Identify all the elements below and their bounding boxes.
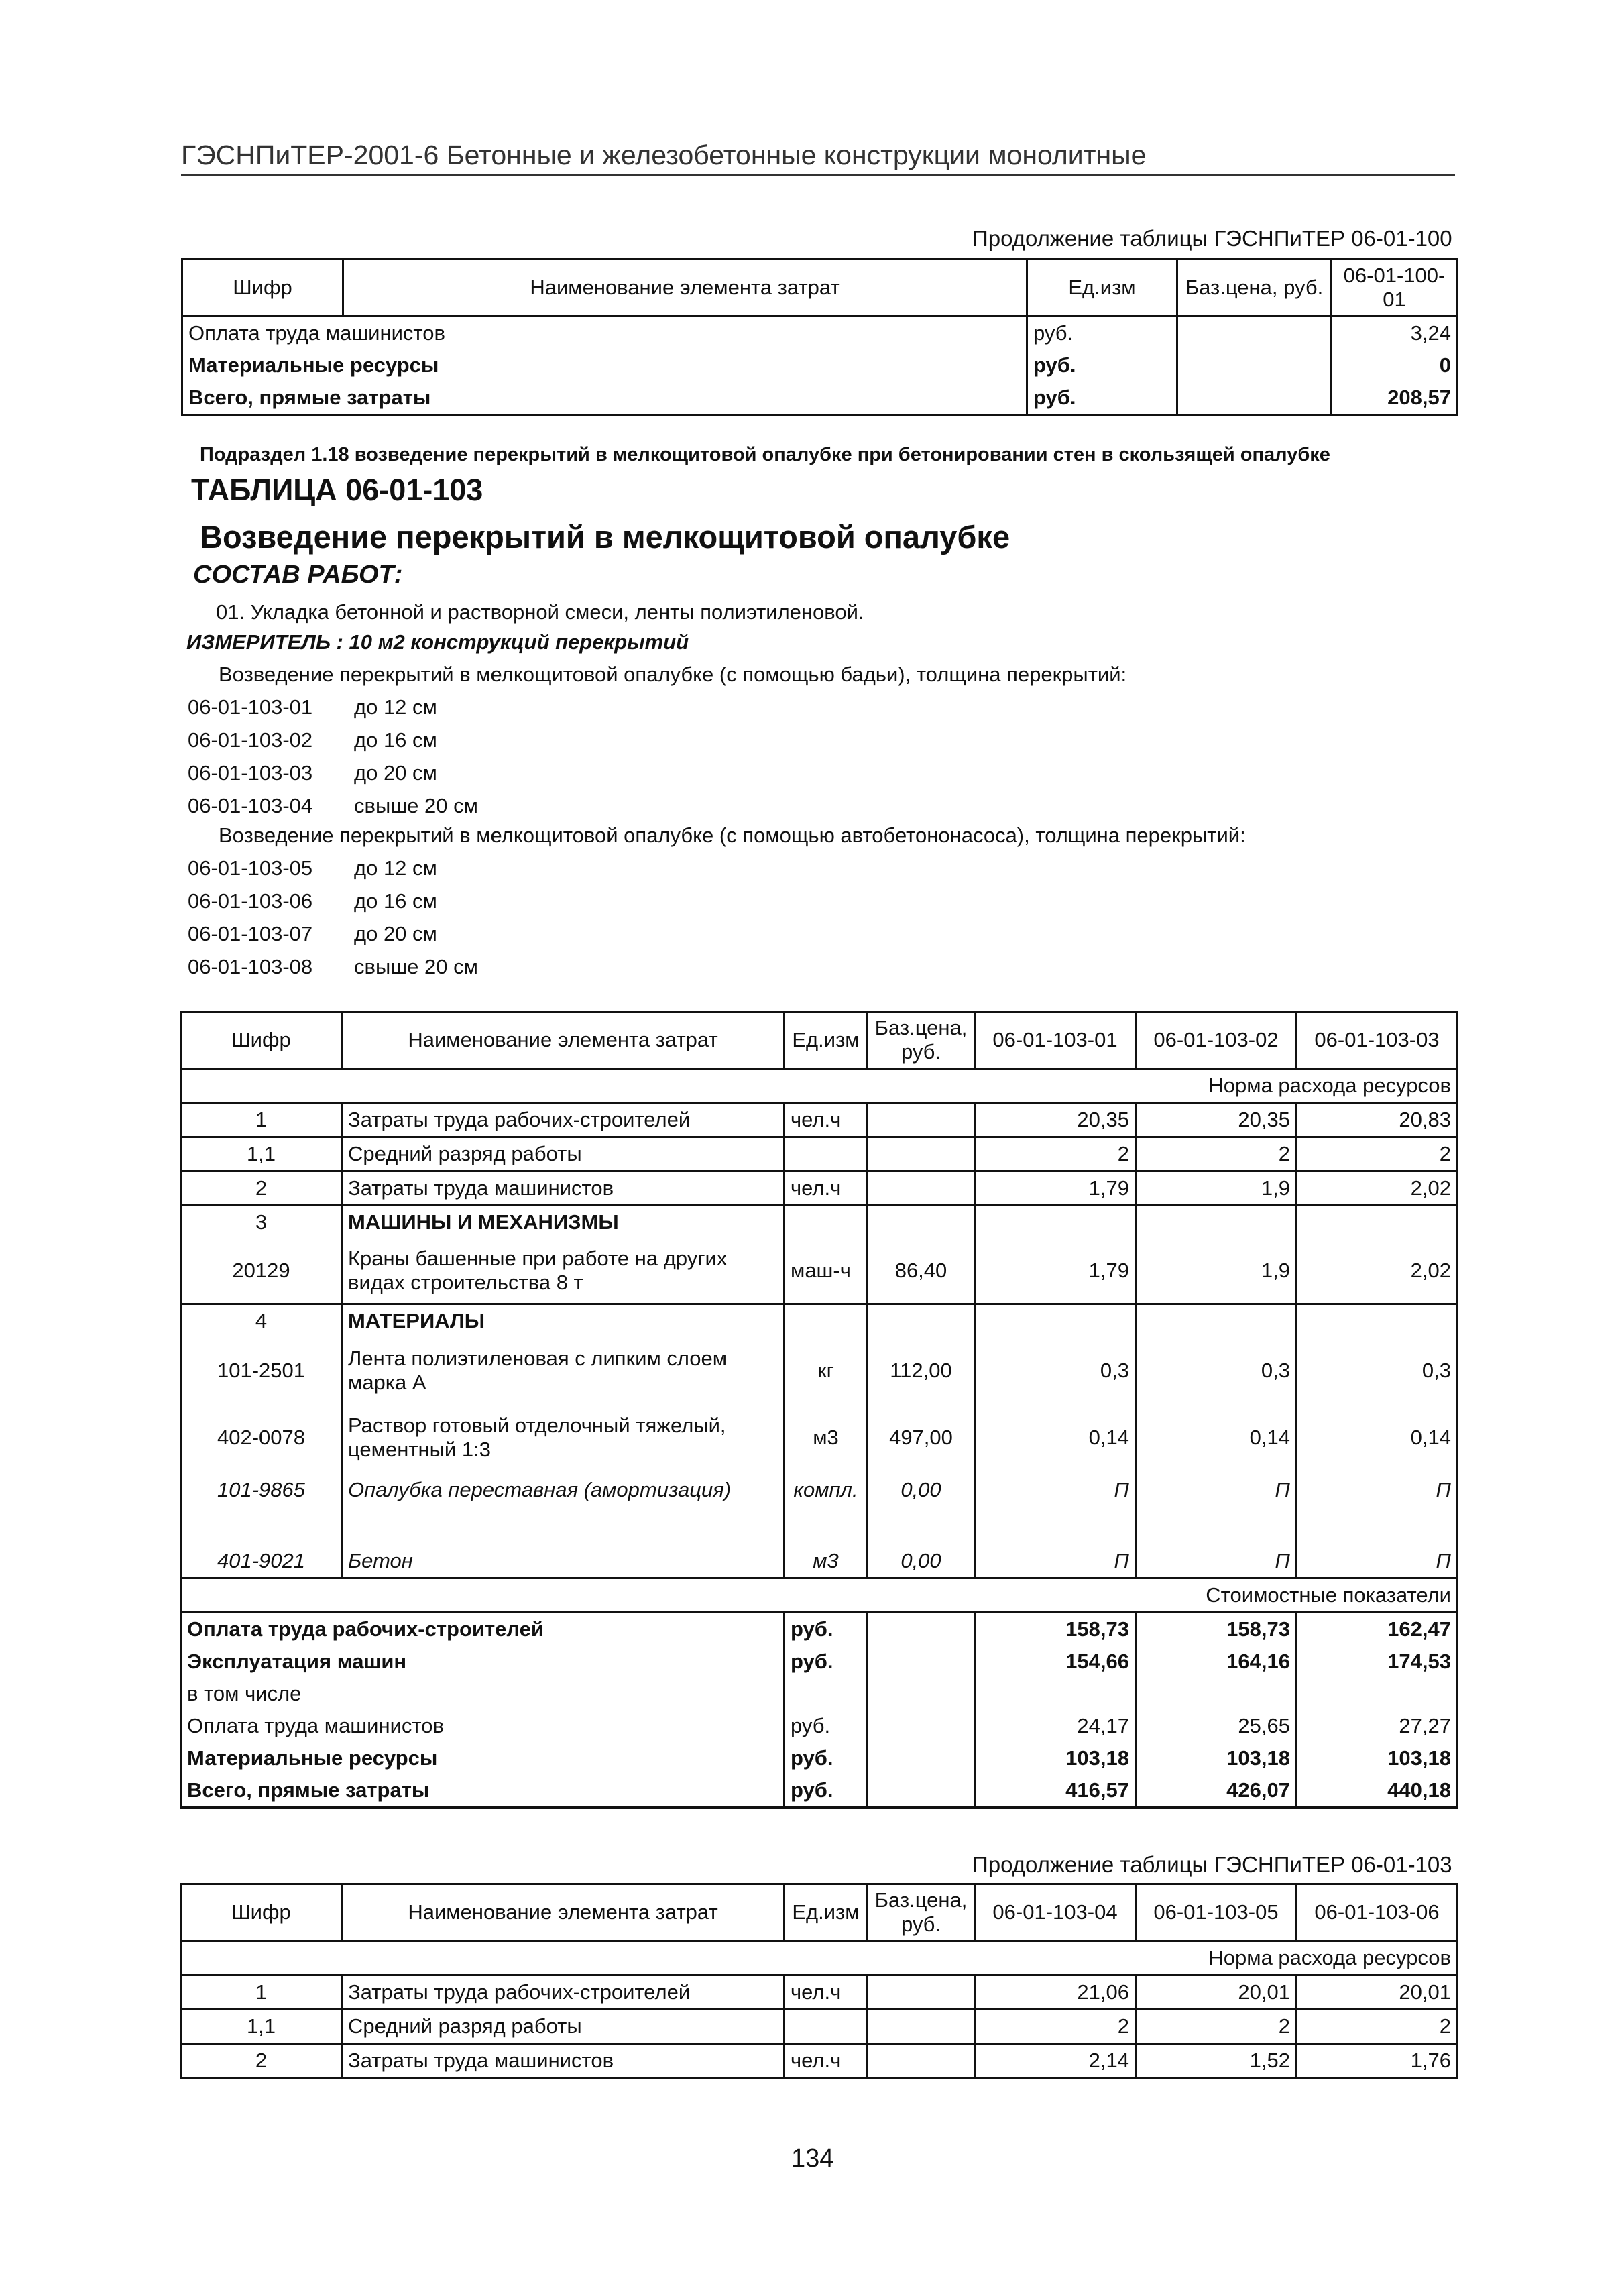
table-row — [181, 1239, 1458, 1304]
table1-h-name: Наименование элемента затрат — [343, 260, 1027, 317]
row-unit: чел.ч — [785, 1975, 868, 2010]
row-v1: 2,14 — [975, 2044, 1136, 2078]
row-unit — [785, 2010, 868, 2044]
table-row — [182, 349, 1458, 382]
code: 06-01-103-05 — [188, 856, 313, 880]
row-unit: компл. — [785, 1471, 868, 1545]
row-name: Краны башенные при работе на других видах строительства 8 т — [342, 1239, 785, 1304]
row-name: Бетон — [342, 1545, 785, 1578]
row-v2: 0,14 — [1136, 1404, 1297, 1471]
code-desc: до 20 см — [354, 922, 437, 945]
row-code: 2 — [181, 2044, 342, 2078]
row-price: 112,00 — [868, 1337, 975, 1404]
row-code: 1,1 — [181, 2010, 342, 2044]
row-v2: 2 — [1136, 1137, 1297, 1171]
table-row — [181, 1404, 1458, 1471]
row-v2: П — [1136, 1471, 1297, 1545]
cost-row — [181, 1646, 1458, 1678]
table3-h-name: Наименование элемента затрат — [342, 1884, 785, 1941]
table3-h-col1: 06-01-103-04 — [975, 1884, 1136, 1941]
group2-text: Возведение перекрытий в мелкощитовой опалубке (с помощью автобетононасоса), толщина перекрытий: — [219, 823, 1246, 847]
row-price — [868, 1137, 975, 1171]
cost-row — [181, 1742, 1458, 1774]
table-row — [181, 1304, 1458, 1338]
list-item — [188, 917, 478, 950]
row-v3: П — [1297, 1545, 1458, 1578]
row-v1: 2 — [975, 2010, 1136, 2044]
cost-unit — [785, 1678, 868, 1710]
row-code: 1,1 — [181, 1137, 342, 1171]
cost-label: Стоимостные показатели — [181, 1578, 1458, 1613]
table3-h-price: Баз.цена, руб. — [868, 1884, 975, 1941]
row-price: 497,00 — [868, 1404, 975, 1471]
row-unit: маш-ч — [785, 1239, 868, 1304]
row-unit: м3 — [785, 1545, 868, 1578]
table2-h-code: Шифр — [181, 1012, 342, 1069]
row-unit — [785, 1206, 868, 1239]
table2 — [180, 1011, 1458, 1809]
row-v1: 1,79 — [975, 1171, 1136, 1206]
norm-label: Норма расхода ресурсов — [181, 1069, 1458, 1103]
group1-text: Возведение перекрытий в мелкощитовой опалубке (с помощью бадьи), толщина перекрытий: — [219, 663, 1127, 686]
row-value: 3,24 — [1332, 317, 1458, 350]
table2-h-col3: 06-01-103-03 — [1297, 1012, 1458, 1069]
cost-unit: руб. — [785, 1613, 868, 1646]
row-unit — [785, 1137, 868, 1171]
row-v3 — [1297, 1304, 1458, 1338]
table3 — [180, 1883, 1458, 2079]
row-v3: 0,14 — [1297, 1404, 1458, 1471]
norm-label-row — [181, 1069, 1458, 1103]
cost-row — [181, 1710, 1458, 1742]
cost-v3: 27,27 — [1297, 1710, 1458, 1742]
table1-h-unit: Ед.изм — [1027, 260, 1177, 317]
row-name: Затраты труда машинистов — [342, 1171, 785, 1206]
row-name: Оплата труда машинистов — [182, 317, 1027, 350]
row-v2: 2 — [1136, 2010, 1297, 2044]
cost-v1: 416,57 — [975, 1774, 1136, 1808]
row-code: 1 — [181, 1103, 342, 1137]
cost-v2 — [1136, 1678, 1297, 1710]
row-code: 20129 — [181, 1239, 342, 1304]
row-price — [868, 1103, 975, 1137]
table1-continuation: Продолжение таблицы ГЭСНПиТЕР 06-01-100 — [972, 226, 1452, 251]
row-value: 208,57 — [1332, 382, 1458, 415]
row-v2: 0,3 — [1136, 1337, 1297, 1404]
page-number: 134 — [791, 2144, 834, 2173]
row-v1: П — [975, 1471, 1136, 1545]
code-desc: до 12 см — [354, 856, 437, 880]
cost-v1: 158,73 — [975, 1613, 1136, 1646]
row-price — [868, 1206, 975, 1239]
row-unit: руб. — [1027, 382, 1177, 415]
code: 06-01-103-07 — [188, 922, 313, 945]
cost-name: Эксплуатация машин — [181, 1646, 785, 1678]
cost-v2: 103,18 — [1136, 1742, 1297, 1774]
cost-v1: 103,18 — [975, 1742, 1136, 1774]
table2-h-price: Баз.цена, руб. — [868, 1012, 975, 1069]
row-v3: 2 — [1297, 1137, 1458, 1171]
row-unit: чел.ч — [785, 1171, 868, 1206]
table-number-title: ТАБЛИЦА 06-01-103 — [191, 473, 483, 507]
row-v1 — [975, 1206, 1136, 1239]
row-v1: 2 — [975, 1137, 1136, 1171]
row-name: Затраты труда рабочих-строителей — [342, 1103, 785, 1137]
table1 — [181, 258, 1458, 416]
row-name: МАТЕРИАЛЫ — [342, 1304, 785, 1338]
row-code: 2 — [181, 1171, 342, 1206]
code: 06-01-103-08 — [188, 955, 313, 978]
code-desc: до 12 см — [354, 695, 437, 719]
meter-text: ИЗМЕРИТЕЛЬ : 10 м2 конструкций перекрытий — [186, 630, 689, 654]
cost-v3: 440,18 — [1297, 1774, 1458, 1808]
row-price — [868, 1171, 975, 1206]
row-v1: 20,35 — [975, 1103, 1136, 1137]
row-name: Раствор готовый отделочный тяжелый, цементный 1:3 — [342, 1404, 785, 1471]
list-item — [188, 884, 478, 917]
row-v2: 20,01 — [1136, 1975, 1297, 2010]
running-header: ГЭСНПиТЕР-2001-6 Бетонные и железобетонные конструкции монолитные — [181, 139, 1455, 176]
table2-h-name: Наименование элемента затрат — [342, 1012, 785, 1069]
row-unit: руб. — [1027, 317, 1177, 350]
row-unit: чел.ч — [785, 1103, 868, 1137]
cost-row — [181, 1678, 1458, 1710]
row-code: 401-9021 — [181, 1545, 342, 1578]
row-name: Лента полиэтиленовая с липким слоем марка А — [342, 1337, 785, 1404]
table1-h-price: Баз.цена, руб. — [1177, 260, 1332, 317]
list-item — [188, 756, 478, 789]
row-v2 — [1136, 1206, 1297, 1239]
row-code: 402-0078 — [181, 1404, 342, 1471]
row-v2: 20,35 — [1136, 1103, 1297, 1137]
row-unit: чел.ч — [785, 2044, 868, 2078]
row-code: 4 — [181, 1304, 342, 1338]
row-v1: П — [975, 1545, 1136, 1578]
row-v3: 0,3 — [1297, 1337, 1458, 1404]
table1-h-code: Шифр — [182, 260, 343, 317]
row-v1: 0,3 — [975, 1337, 1136, 1404]
cost-name: Оплата труда машинистов — [181, 1710, 785, 1742]
table-row — [181, 1206, 1458, 1239]
row-v3: 20,01 — [1297, 1975, 1458, 2010]
row-price — [1177, 317, 1332, 350]
row-price — [1177, 382, 1332, 415]
row-v3 — [1297, 1206, 1458, 1239]
table2-header-row — [181, 1012, 1458, 1069]
list-item — [188, 724, 478, 756]
table-row — [181, 2044, 1458, 2078]
row-v2: П — [1136, 1545, 1297, 1578]
cost-name: Оплата труда рабочих-строителей — [181, 1613, 785, 1646]
cost-row — [181, 1774, 1458, 1808]
table1-h-col1: 06-01-100-01 — [1332, 260, 1458, 317]
norm-label: Норма расхода ресурсов — [181, 1941, 1458, 1975]
cost-name: в том числе — [181, 1678, 785, 1710]
cost-v3: 162,47 — [1297, 1613, 1458, 1646]
row-unit: кг — [785, 1337, 868, 1404]
cost-v1: 24,17 — [975, 1710, 1136, 1742]
code-desc: свыше 20 см — [354, 955, 478, 978]
row-unit: руб. — [1027, 349, 1177, 382]
cost-unit: руб. — [785, 1774, 868, 1808]
row-name: МАШИНЫ И МЕХАНИЗМЫ — [342, 1206, 785, 1239]
table-name-title: Возведение перекрытий в мелкощитовой опалубке — [200, 519, 1010, 555]
list-item — [188, 789, 478, 822]
subsection-title: Подраздел 1.18 возведение перекрытий в мелкощитовой опалубке при бетонировании стен в скользящей опалубке — [200, 444, 1330, 465]
codes-list-2 — [188, 852, 478, 983]
table-row — [181, 1471, 1458, 1545]
row-price: 0,00 — [868, 1471, 975, 1545]
table2-h-unit: Ед.изм — [785, 1012, 868, 1069]
code: 06-01-103-03 — [188, 761, 313, 785]
code-desc: до 16 см — [354, 728, 437, 752]
row-v3: П — [1297, 1471, 1458, 1545]
row-name: Опалубка переставная (амортизация) — [342, 1471, 785, 1545]
row-v2: 1,9 — [1136, 1171, 1297, 1206]
table-row — [181, 1545, 1458, 1578]
row-value: 0 — [1332, 349, 1458, 382]
cost-v2: 25,65 — [1136, 1710, 1297, 1742]
norm-label-row — [181, 1941, 1458, 1975]
table3-h-col2: 06-01-103-05 — [1136, 1884, 1297, 1941]
cost-name: Материальные ресурсы — [181, 1742, 785, 1774]
works-text: 01. Укладка бетонной и растворной смеси, ленты полиэтиленовой. — [216, 600, 864, 624]
cost-unit: руб. — [785, 1646, 868, 1678]
row-price — [868, 2010, 975, 2044]
row-v1: 21,06 — [975, 1975, 1136, 2010]
cost-v2: 164,16 — [1136, 1646, 1297, 1678]
code: 06-01-103-04 — [188, 794, 313, 817]
cost-v3 — [1297, 1678, 1458, 1710]
cost-v3: 174,53 — [1297, 1646, 1458, 1678]
code-desc: до 16 см — [354, 889, 437, 913]
row-code: 101-2501 — [181, 1337, 342, 1404]
row-v2 — [1136, 1304, 1297, 1338]
row-code: 1 — [181, 1975, 342, 2010]
cost-v1 — [975, 1678, 1136, 1710]
code: 06-01-103-06 — [188, 889, 313, 913]
table2-h-col2: 06-01-103-02 — [1136, 1012, 1297, 1069]
table3-continuation: Продолжение таблицы ГЭСНПиТЕР 06-01-103 — [972, 1852, 1452, 1877]
row-v3: 20,83 — [1297, 1103, 1458, 1137]
row-v2: 1,9 — [1136, 1239, 1297, 1304]
row-v3: 2,02 — [1297, 1239, 1458, 1304]
row-v3: 2 — [1297, 2010, 1458, 2044]
row-unit: м3 — [785, 1404, 868, 1471]
cost-name: Всего, прямые затраты — [181, 1774, 785, 1808]
code: 06-01-103-01 — [188, 695, 313, 719]
row-v3: 1,76 — [1297, 2044, 1458, 2078]
row-name: Материальные ресурсы — [182, 349, 1027, 382]
cost-v3: 103,18 — [1297, 1742, 1458, 1774]
row-v1: 0,14 — [975, 1404, 1136, 1471]
row-price — [868, 1304, 975, 1338]
table-row — [181, 1975, 1458, 2010]
table-row — [181, 1137, 1458, 1171]
row-price: 86,40 — [868, 1239, 975, 1304]
cost-v2: 426,07 — [1136, 1774, 1297, 1808]
list-item — [188, 950, 478, 983]
table-row — [181, 2010, 1458, 2044]
row-price — [868, 2044, 975, 2078]
cost-unit: руб. — [785, 1710, 868, 1742]
row-v3: 2,02 — [1297, 1171, 1458, 1206]
table3-h-unit: Ед.изм — [785, 1884, 868, 1941]
row-price — [1177, 349, 1332, 382]
table3-h-code: Шифр — [181, 1884, 342, 1941]
row-name: Затраты труда рабочих-строителей — [342, 1975, 785, 2010]
row-name: Затраты труда машинистов — [342, 2044, 785, 2078]
row-price — [868, 1975, 975, 2010]
row-unit — [785, 1304, 868, 1338]
cost-v1: 154,66 — [975, 1646, 1136, 1678]
code-desc: свыше 20 см — [354, 794, 478, 817]
table3-header-row — [181, 1884, 1458, 1941]
row-price: 0,00 — [868, 1545, 975, 1578]
works-heading: СОСТАВ РАБОТ: — [193, 561, 403, 589]
row-v2: 1,52 — [1136, 2044, 1297, 2078]
code: 06-01-103-02 — [188, 728, 313, 752]
cost-v2: 158,73 — [1136, 1613, 1297, 1646]
list-item — [188, 691, 478, 724]
list-item — [188, 852, 478, 884]
codes-list-1 — [188, 691, 478, 822]
cost-unit: руб. — [785, 1742, 868, 1774]
row-code: 101-9865 — [181, 1471, 342, 1545]
row-name: Средний разряд работы — [342, 1137, 785, 1171]
row-v1: 1,79 — [975, 1239, 1136, 1304]
table-row — [181, 1337, 1458, 1404]
row-name: Всего, прямые затраты — [182, 382, 1027, 415]
row-code: 3 — [181, 1206, 342, 1239]
table1-header-row — [182, 260, 1458, 317]
table-row — [182, 382, 1458, 415]
table-row — [181, 1171, 1458, 1206]
code-desc: до 20 см — [354, 761, 437, 785]
cost-row — [181, 1613, 1458, 1646]
table3-h-col3: 06-01-103-06 — [1297, 1884, 1458, 1941]
table2-h-col1: 06-01-103-01 — [975, 1012, 1136, 1069]
row-name: Средний разряд работы — [342, 2010, 785, 2044]
row-v1 — [975, 1304, 1136, 1338]
table-row — [182, 317, 1458, 350]
cost-label-row — [181, 1578, 1458, 1613]
table-row — [181, 1103, 1458, 1137]
